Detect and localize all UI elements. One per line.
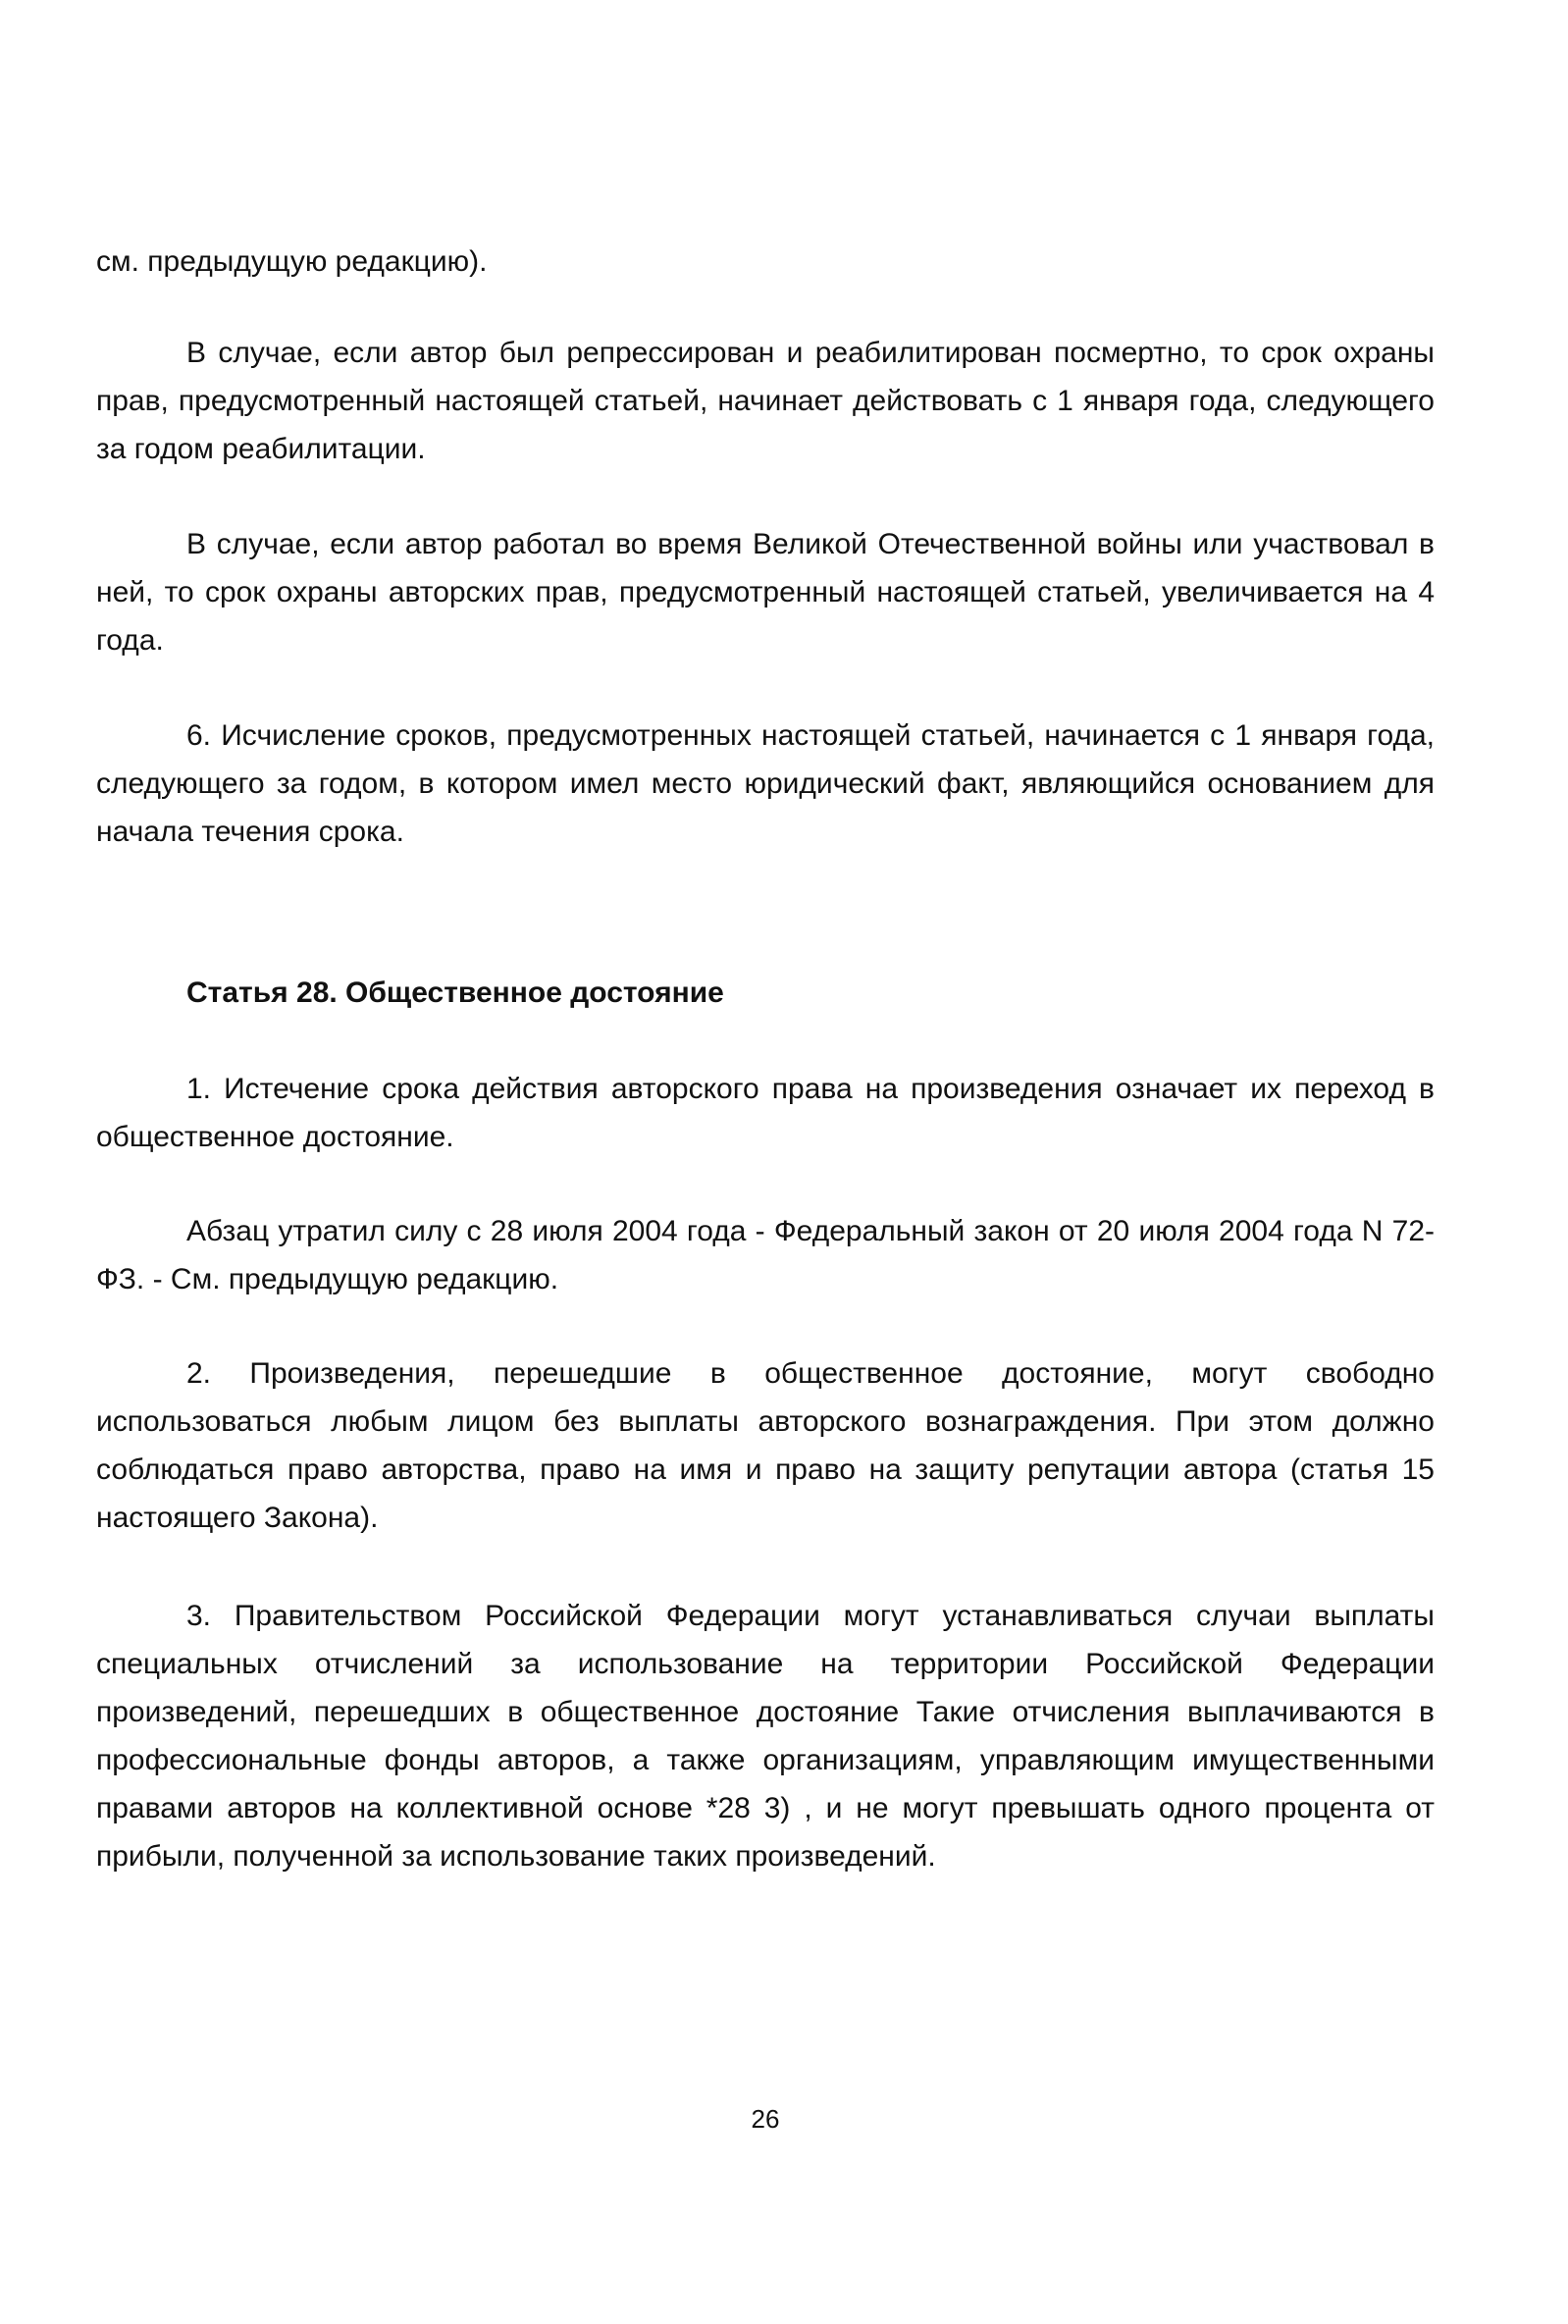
paragraph-special-deductions: 3. Правительством Российской Федерации могут устанавливаться случаи выплаты специальных отчислений за использование на территории Российской Федерации произведений, перешедших в общественное достояние Такие отчисления выплачиваются в профессиональные фонды авторов, а также организациям, управляющим имущественными правами авторов на коллективной основе *28 3) , и не могут превышать одного процента от прибыли, полученной за использование таких произведений. (96, 1600, 1435, 1873)
page-number: 26 (751, 2104, 780, 2134)
paragraph-public-domain-transition: 1. Истечение срока действия авторского права на произведения означает их переход в общественное достояние. (96, 1073, 1435, 1153)
paragraph-war-extension: В случае, если автор работал во время Великой Отечественной войны или участвовал в ней, то срок охраны авторских прав, предусмотренный настоящей статьей, увеличивается на 4 года. (96, 528, 1435, 657)
paragraph-term-calculation: 6. Исчисление сроков, предусмотренных настоящей статьей, начинается с 1 января года, следующего за годом, в котором имел место юридический факт, являющийся основанием для начала течения срока. (96, 719, 1435, 848)
paragraph-continuation: см. предыдущую редакцию). (96, 245, 488, 278)
paragraph-repealed-note: Абзац утратил силу с 28 июля 2004 года - Федеральный закон от 20 июля 2004 года N 72-ФЗ. - См. предыдущую редакцию. (96, 1215, 1435, 1295)
paragraph-rehabilitation: В случае, если автор был репрессирован и реабилитирован посмертно, то срок охраны прав, предусмотренный настоящей статьей, начинает действовать с 1 января года, следующего за годом реабилитации. (96, 337, 1435, 465)
paragraph-free-use: 2. Произведения, перешедшие в общественное достояние, могут свободно использоваться любым лицом без выплаты авторского вознаграждения. При этом должно соблюдаться право авторства, право на имя и право на защиту репутации автора (статья 15 настоящего Закона). (96, 1357, 1435, 1534)
article-heading: Статья 28. Общественное достояние (186, 977, 724, 1009)
